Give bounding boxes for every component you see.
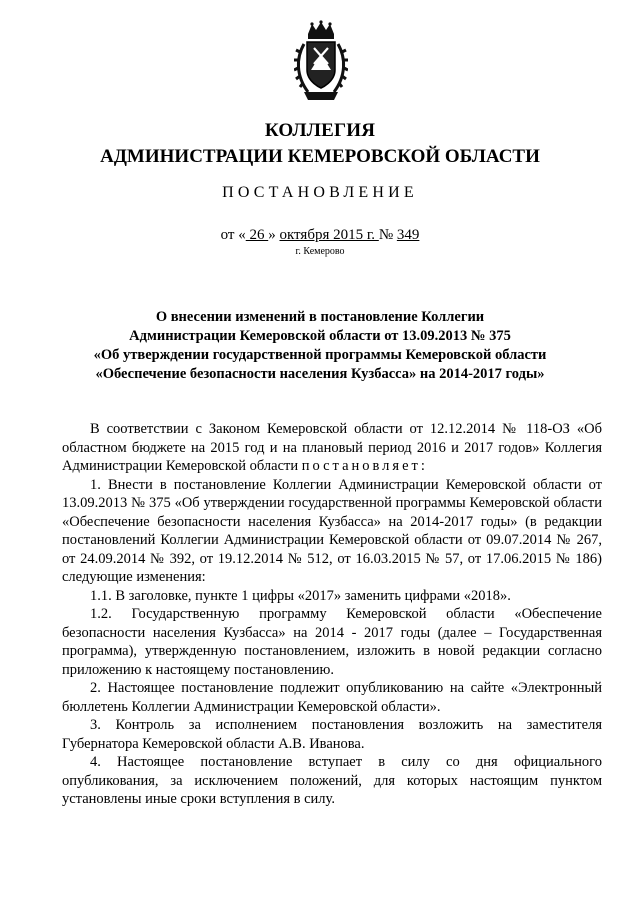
date-month-year: октября 2015 г. <box>279 227 379 243</box>
document-title <box>60 308 580 384</box>
date-day: 26 <box>245 227 269 243</box>
paragraph-2: 2. Настоящее постановление подлежит опубликованию на сайте «Электронный бюллетень Коллегии Администрации Кемеровской области». <box>62 680 602 715</box>
coat-of-arms-icon <box>294 20 348 102</box>
document-body <box>62 420 602 809</box>
document-city: г. Кемерово <box>295 246 345 257</box>
intro-text: В соответствии с Законом Кемеровской области от 12.12.2014 № 118-ОЗ «Об областном бюджете на 2015 год и на плановый период 2016 и 2017 годов» Коллегия Администрации Кемеровской области <box>62 421 602 474</box>
organization-name-line2: АДМИНИСТРАЦИИ КЕМЕРОВСКОЙ ОБЛАСТИ <box>100 146 540 167</box>
document-number: 349 <box>396 227 420 243</box>
date-prefix: от « <box>220 227 246 243</box>
paragraph-3: 3. Контроль за исполнением постановления возложить на заместителя Губернатора Кемеровской области А.В. Иванова. <box>62 717 602 752</box>
title-line: «Об утверждении государственной программы Кемеровской области <box>93 347 547 363</box>
document-date-line <box>0 227 640 244</box>
organization-name-line1: КОЛЛЕГИЯ <box>264 120 376 141</box>
date-mid: » <box>268 227 280 243</box>
title-line: Администрации Кемеровской области от 13.09.2013 № 375 <box>129 328 511 344</box>
paragraph-4: 4. Настоящее постановление вступает в силу со дня официального опубликования, за исключением положений, для которых настоящим пунктом установлены иные сроки вступления в силу. <box>62 754 602 807</box>
document-type: ПОСТАНОВЛЕНИЕ <box>222 184 418 201</box>
intro-paragraph <box>62 420 602 476</box>
paragraph-1-1: 1.1. В заголовке, пункте 1 цифры «2017» заменить цифрами «2018». <box>90 587 511 604</box>
title-line: О внесении изменений в постановление Коллегии <box>155 309 485 325</box>
title-line: «Обеспечение безопасности населения Кузбасса» на 2014-2017 годы» <box>95 366 545 382</box>
paragraph-1-2: 1.2. Государственную программу Кемеровской области «Обеспечение безопасности населения Кузбасса» на 2014 - 2017 годы (далее – Государственная программа), утвержденную постановлением, изложить в новой редакции согласно приложению к настоящему постановлению. <box>62 606 602 678</box>
intro-verb: постановляет: <box>301 458 428 474</box>
paragraph-1: 1. Внести в постановление Коллегии Администрации Кемеровской области от 13.09.2013 № 375 «Об утверждении государственной программы Кемеровской области «Обеспечение безопасности населения Кузбасса» на 2014-2017 годы» (в редакции постановлений Коллегии Администрации Кемеровской области от 09.07.2014 № 267, от 24.09.2014 № 392, от 19.12.2014 № 512, от 16.03.2015 № 57, от 17.06.2015 № 186) следующие изменения: <box>62 476 602 585</box>
number-label: № <box>378 227 397 243</box>
